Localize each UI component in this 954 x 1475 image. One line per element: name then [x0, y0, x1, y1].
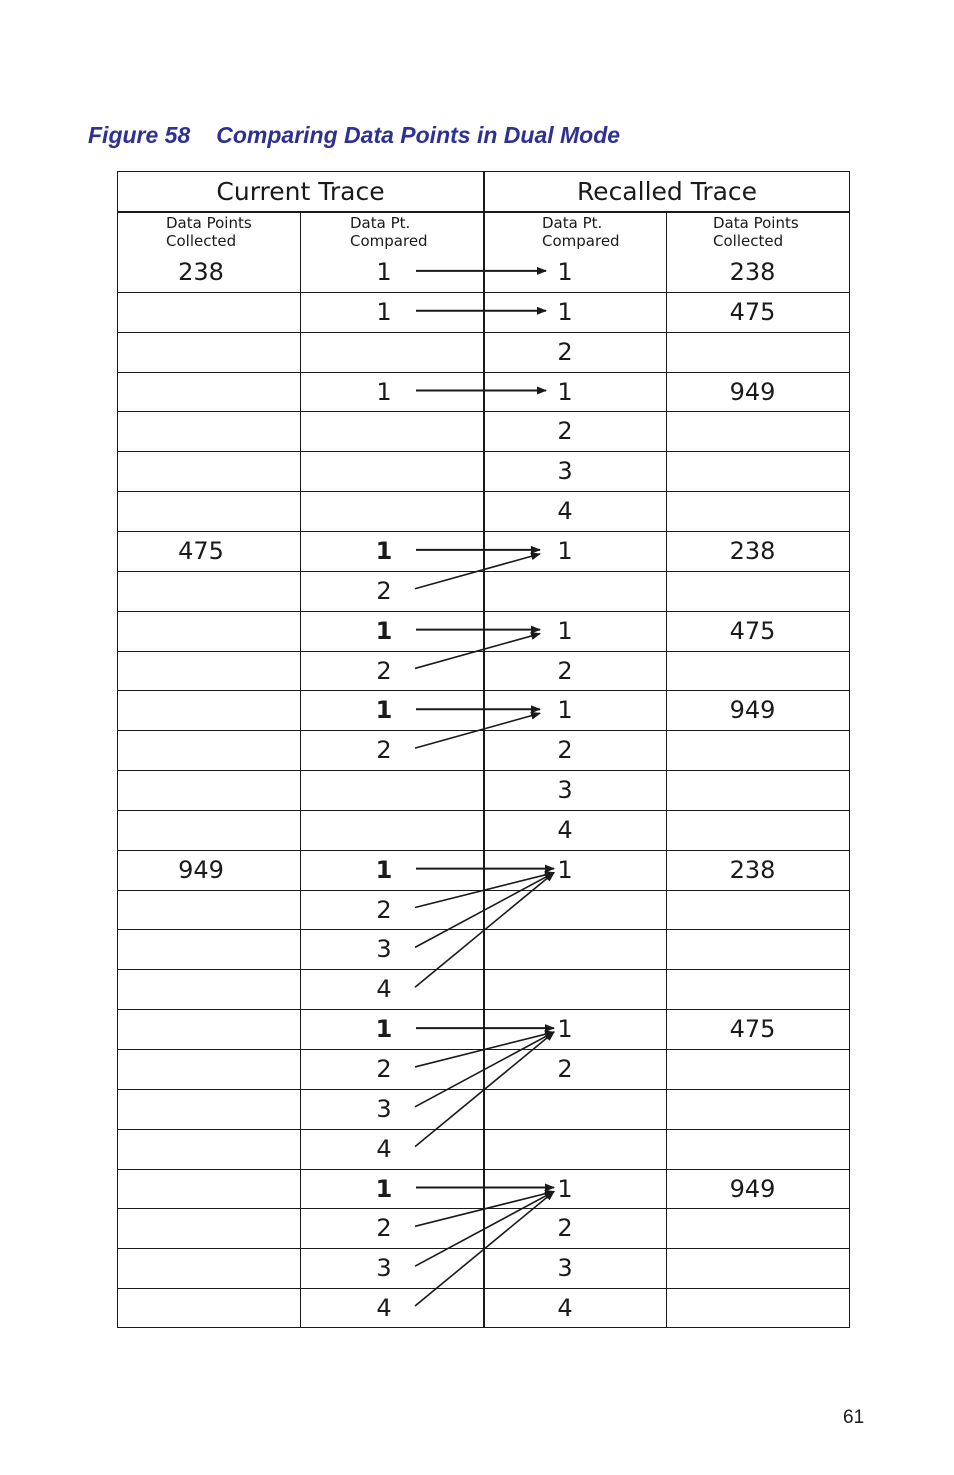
current-compared-cell: 2	[376, 1055, 392, 1083]
recalled-compared-cell: 2	[557, 1055, 573, 1083]
recalled-compared-cell: 1	[557, 536, 573, 565]
current-compared-cell: 2	[376, 576, 392, 605]
recalled-compared-cell: 1	[557, 696, 573, 725]
comparison-arrows	[118, 172, 851, 1329]
recalled-compared-cell: 4	[557, 1294, 573, 1323]
recalled-compared-cell: 1	[557, 297, 573, 326]
comparison-arrow	[415, 873, 554, 948]
recalled-compared-cell: 1	[557, 1015, 573, 1044]
recalled-compared-cell: 4	[557, 815, 573, 844]
recalled-compared-cell: 2	[557, 736, 573, 765]
current-compared-cell: 1	[376, 258, 392, 286]
current-compared-cell: 2	[376, 656, 392, 685]
current-compared-cell: 1	[375, 855, 393, 884]
comparison-table	[117, 171, 850, 1328]
recalled-collected-cell: 949	[729, 377, 776, 406]
current-compared-cell: 3	[376, 1094, 392, 1123]
recalled-compared-cell: 1	[557, 258, 573, 286]
recalled-collected-cell: 238	[729, 258, 776, 286]
recalled-collected-cell: 475	[729, 1015, 776, 1044]
comparison-arrow	[415, 713, 540, 748]
current-trace-header: Current Trace	[216, 177, 385, 206]
current-compared-cell: 2	[376, 1214, 392, 1243]
recalled-compared-cell: 2	[557, 337, 573, 366]
recalled-compared-cell: 3	[557, 1254, 573, 1283]
recalled-collected-cell: 475	[729, 616, 776, 645]
subheader-recalled-collected: Data Points Collected	[713, 214, 799, 250]
recalled-collected-cell: 949	[729, 1174, 776, 1203]
current-compared-cell: 3	[376, 935, 392, 964]
current-compared-cell: 1	[376, 297, 392, 326]
recalled-collected-cell: 238	[729, 536, 776, 565]
current-compared-cell: 3	[376, 1254, 392, 1283]
recalled-trace-header: Recalled Trace	[576, 177, 758, 206]
recalled-collected-cell: 475	[729, 297, 776, 326]
current-collected-cell: 238	[178, 258, 224, 286]
current-collected-cell: 949	[178, 855, 224, 884]
recalled-compared-cell: 1	[557, 616, 573, 645]
current-compared-cell: 1	[375, 696, 393, 725]
subheader-recalled-compared: Data Pt. Compared	[542, 214, 620, 250]
recalled-collected-cell: 949	[729, 696, 776, 725]
comparison-arrow	[415, 634, 540, 669]
subheader-current-compared: Data Pt. Compared	[350, 214, 428, 250]
current-compared-cell: 4	[376, 975, 392, 1004]
recalled-compared-cell: 3	[557, 457, 573, 486]
figure-number: Figure 58	[88, 122, 191, 148]
recalled-compared-cell: 2	[557, 656, 573, 685]
recalled-compared-cell: 1	[557, 855, 573, 884]
current-compared-cell: 1	[375, 1015, 393, 1044]
current-compared-cell: 1	[375, 536, 393, 565]
comparison-arrow	[415, 1032, 554, 1107]
page-number: 61	[843, 1407, 865, 1428]
current-collected-cell: 475	[178, 536, 224, 565]
current-compared-cell: 1	[375, 1174, 393, 1203]
current-compared-cell: 2	[376, 895, 392, 924]
recalled-collected-cell: 238	[729, 855, 776, 884]
recalled-compared-cell: 3	[557, 776, 573, 805]
recalled-compared-cell: 2	[557, 1214, 573, 1243]
recalled-compared-cell: 1	[557, 377, 573, 406]
figure-caption	[88, 122, 620, 149]
recalled-compared-cell: 1	[557, 1174, 573, 1203]
current-compared-cell: 1	[375, 616, 393, 645]
current-compared-cell: 4	[376, 1294, 392, 1323]
figure-title: Comparing Data Points in Dual Mode	[216, 122, 621, 148]
recalled-compared-cell: 2	[557, 417, 573, 446]
comparison-arrow	[415, 554, 540, 589]
current-compared-cell: 2	[376, 736, 392, 765]
current-compared-cell: 1	[376, 377, 392, 406]
recalled-compared-cell: 4	[557, 497, 573, 526]
comparison-arrow	[415, 1191, 554, 1266]
current-compared-cell: 4	[376, 1134, 392, 1163]
subheader-current-collected: Data Points Collected	[166, 214, 252, 250]
